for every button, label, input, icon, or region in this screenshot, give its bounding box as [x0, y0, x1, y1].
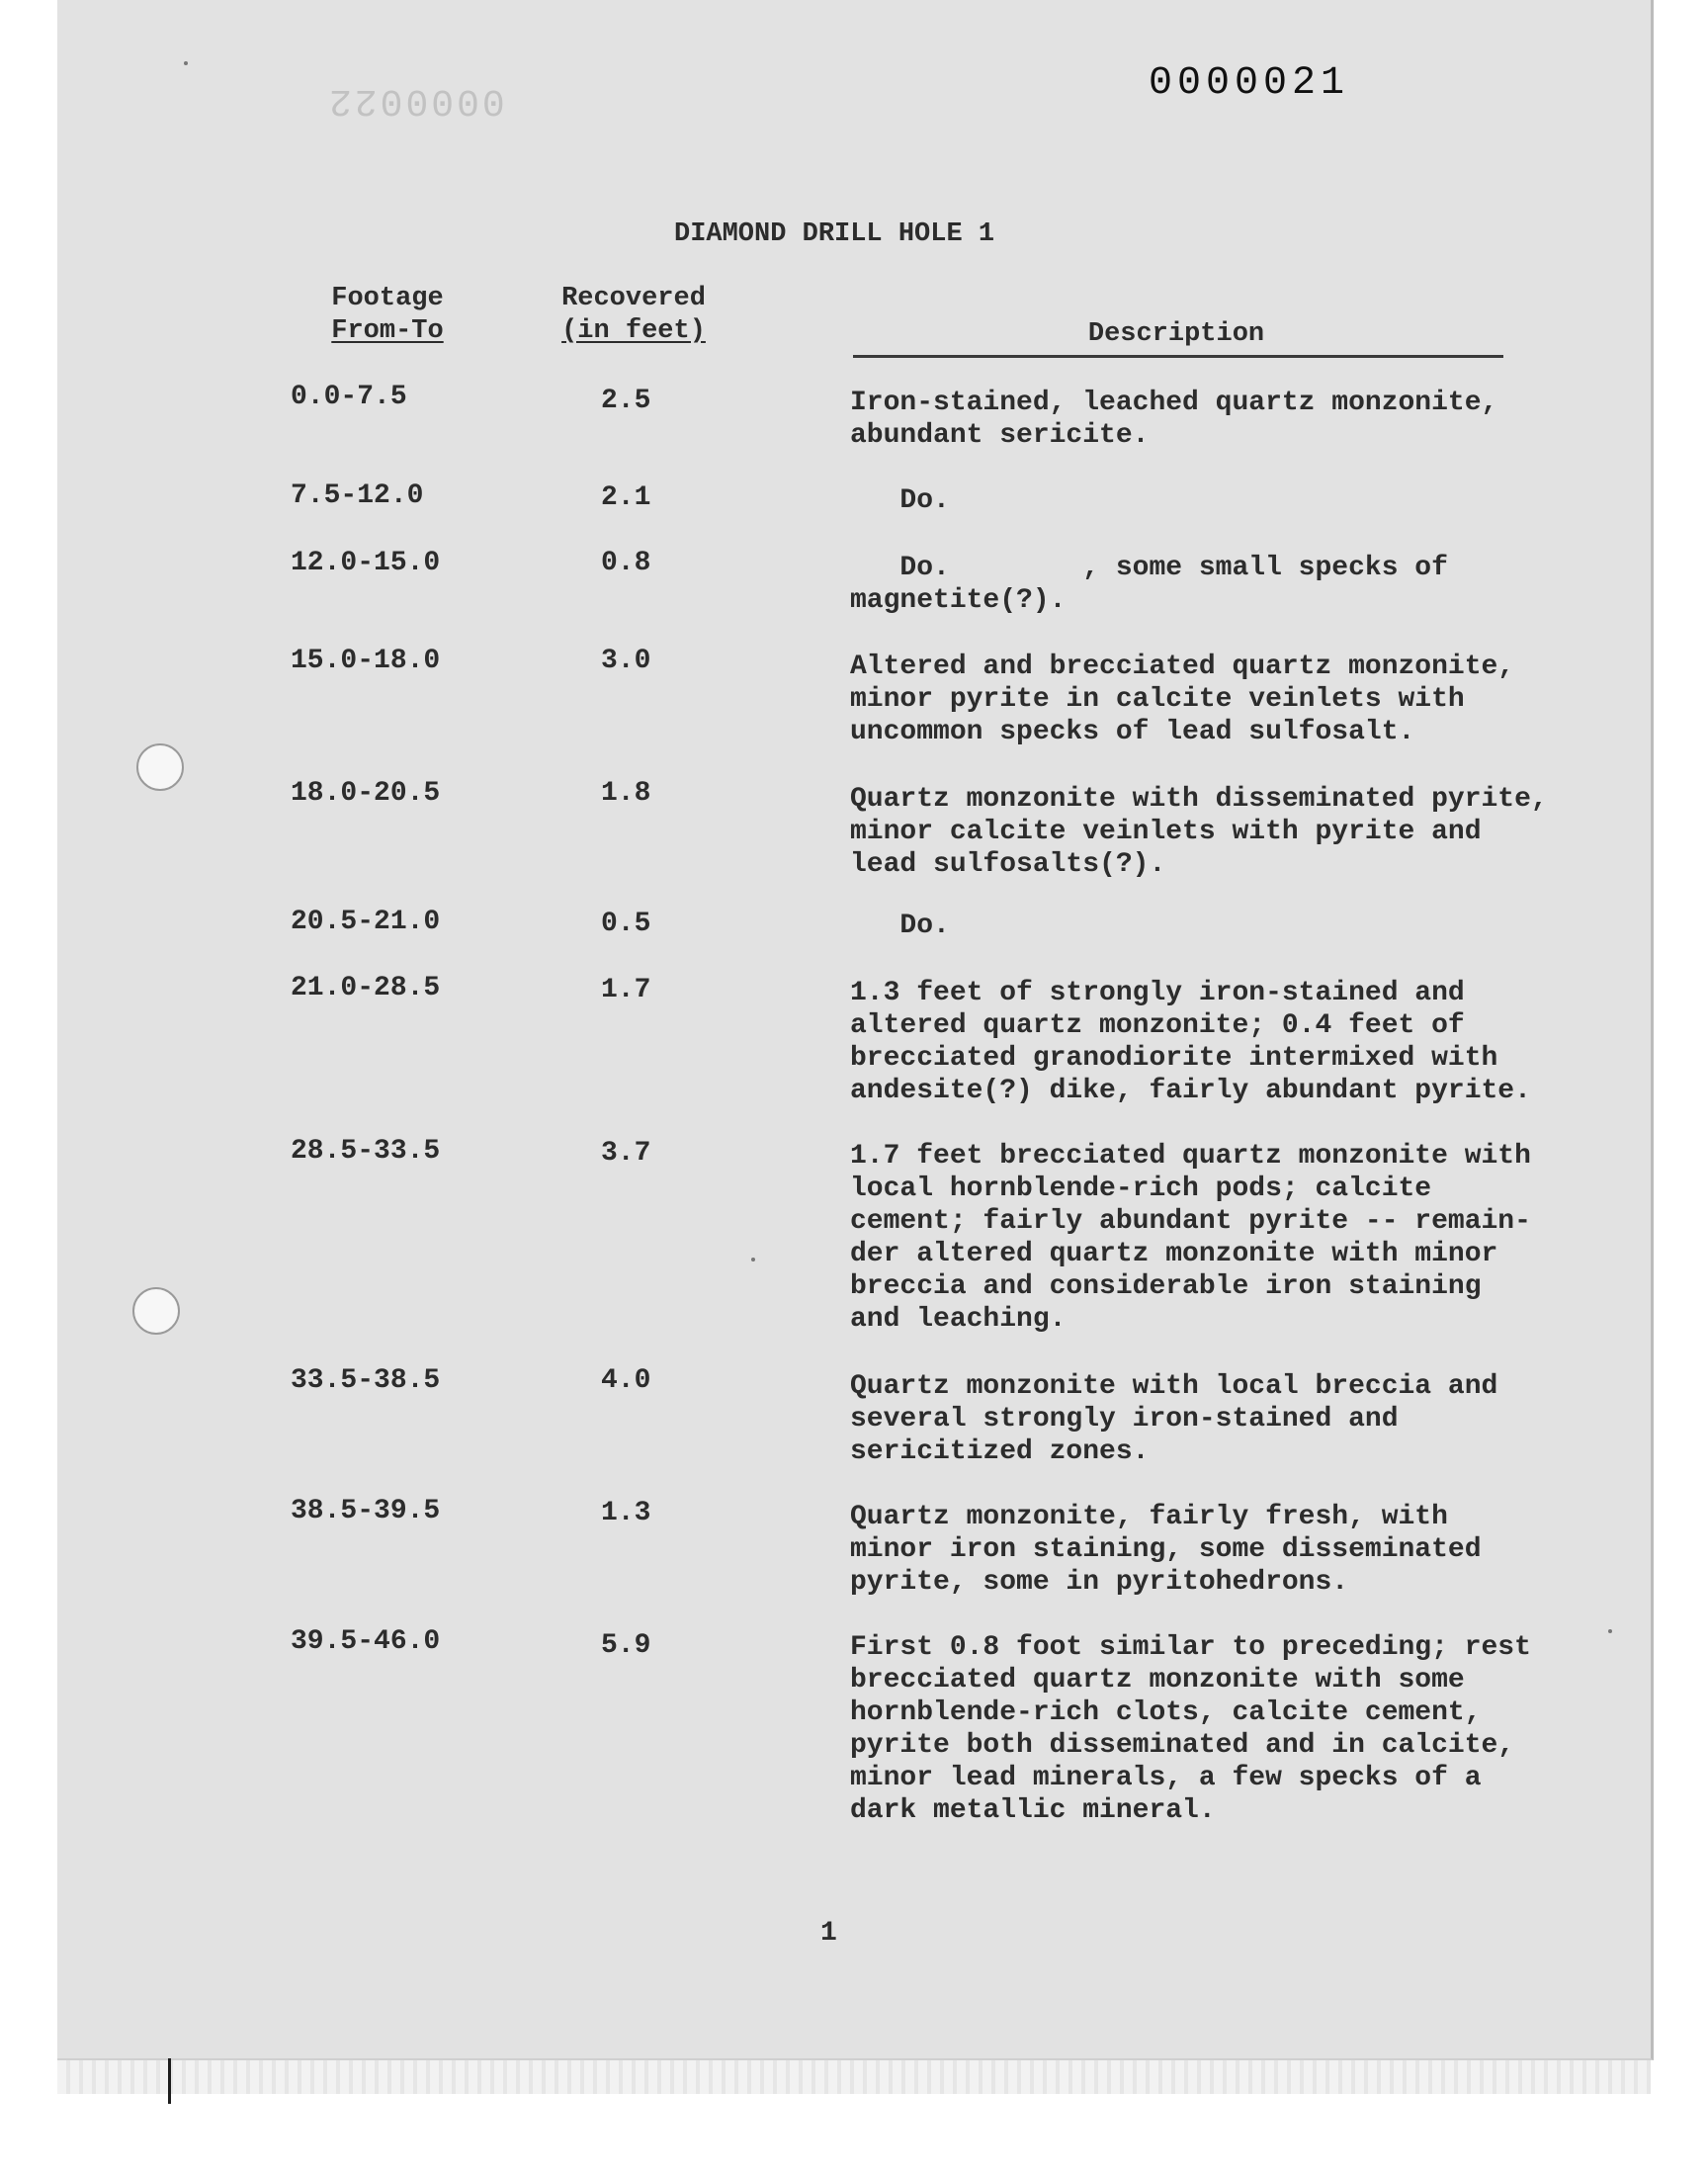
description-cell: Do.	[850, 911, 950, 941]
page-number: 1	[820, 1918, 837, 1949]
description-cell: Quartz monzonite, fairly fresh, with minor iron staining, some disseminated pyrite, some in pyritohedrons.	[850, 1502, 1482, 1598]
footage-header	[308, 283, 467, 348]
description-header: Description	[1087, 319, 1265, 349]
binder-hole-bottom	[132, 1287, 180, 1335]
description-cell: Quartz monzonite with local breccia and several strongly iron-stained and sericitized zones.	[850, 1371, 1498, 1467]
footage-cell: 39.5-46.0	[291, 1626, 441, 1657]
footage-cell: 38.5-39.5	[291, 1496, 441, 1526]
binder-hole-top	[136, 743, 184, 791]
description-cell: Do. , some small specks of magnetite(?).	[850, 553, 1448, 616]
recovered-cell: 0.5	[601, 909, 651, 939]
footage-cell: 21.0-28.5	[291, 973, 441, 1003]
description-cell: Iron-stained, leached quartz monzonite, abundant sericite.	[850, 388, 1498, 451]
footage-header-line1: Footage	[331, 284, 444, 313]
description-cell: 1.3 feet of strongly iron-stained and altered quartz monzonite; 0.4 feet of brecciated granodiorite intermixed with andesite(?) dike, fairly abundant pyrite.	[850, 978, 1531, 1106]
recovered-cell: 1.3	[601, 1498, 651, 1528]
bleed-through-number: 0000022	[326, 79, 505, 122]
scan-edge	[57, 2060, 1651, 2094]
edge-mark	[168, 2058, 171, 2104]
footage-cell: 7.5-12.0	[291, 480, 424, 511]
recovered-header	[542, 283, 726, 348]
recovered-header-line2: (in feet)	[561, 316, 706, 346]
footage-header-line2: From-To	[331, 316, 444, 346]
footage-cell: 18.0-20.5	[291, 778, 441, 809]
description-cell: Do.	[850, 485, 950, 516]
recovered-cell: 4.0	[601, 1365, 651, 1396]
recovered-cell: 3.0	[601, 646, 651, 676]
document-number: 0000021	[1149, 61, 1350, 106]
footage-cell: 20.5-21.0	[291, 907, 441, 937]
description-cell: 1.7 feet brecciated quartz monzonite with local hornblende-rich pods; calcite cement; fairly abundant pyrite -- remain- der altered quartz monzonite with minor breccia and considerable iron staining and leaching.	[850, 1141, 1531, 1335]
recovered-cell: 1.8	[601, 778, 651, 809]
page-title: DIAMOND DRILL HOLE 1	[674, 219, 995, 249]
footage-cell: 15.0-18.0	[291, 646, 441, 676]
description-header-rule	[853, 355, 1503, 358]
recovered-cell: 2.1	[601, 482, 651, 513]
footage-cell: 33.5-38.5	[291, 1365, 441, 1396]
recovered-cell: 3.7	[601, 1138, 651, 1169]
description-cell: First 0.8 foot similar to preceding; rest brecciated quartz monzonite with some hornblende-rich clots, calcite cement, pyrite both disseminated and in calcite, minor lead minerals, a few specks of a dark metallic mineral.	[850, 1632, 1531, 1826]
scan-speck	[751, 1258, 755, 1262]
footage-cell: 0.0-7.5	[291, 382, 407, 412]
recovered-header-line1: Recovered	[561, 284, 706, 313]
footage-cell: 12.0-15.0	[291, 548, 441, 578]
scan-speck	[1608, 1629, 1612, 1633]
description-cell: Quartz monzonite with disseminated pyrite, minor calcite veinlets with pyrite and lead sulfosalts(?).	[850, 784, 1548, 880]
description-cell: Altered and brecciated quartz monzonite, minor pyrite in calcite veinlets with uncommon specks of lead sulfosalt.	[850, 652, 1515, 747]
recovered-cell: 0.8	[601, 548, 651, 578]
recovered-cell: 5.9	[601, 1630, 651, 1661]
recovered-cell: 1.7	[601, 975, 651, 1005]
recovered-cell: 2.5	[601, 386, 651, 416]
footage-cell: 28.5-33.5	[291, 1136, 441, 1167]
scan-speck	[184, 61, 188, 65]
